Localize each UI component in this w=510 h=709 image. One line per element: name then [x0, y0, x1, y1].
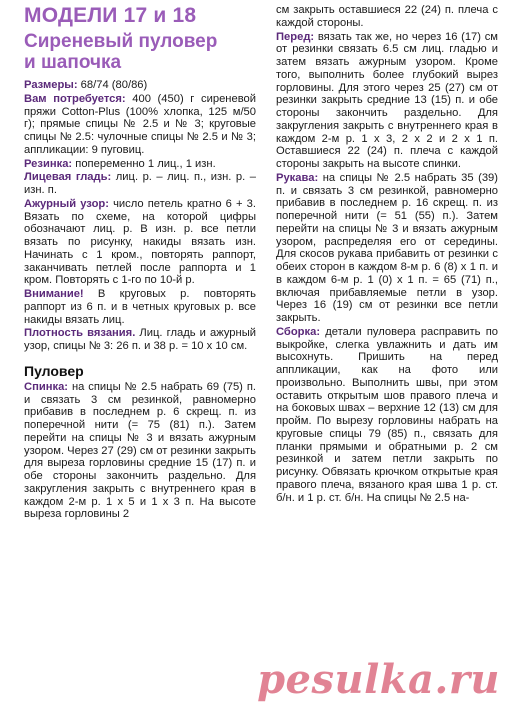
subtitle-line-1: Сиреневый пуловер	[24, 31, 218, 52]
materials-text: 400 (450) г сиреневой пряжи Cotton-Plus (100% хлопка, 125 м/50 г); прямые спицы № 2.5 и № 3; круговые спицы № 2.5: чулочные спицы № 2.5 и № 3; аппликации: 9 пуговиц.	[24, 92, 256, 156]
subtitle-line-2: и шапочка	[24, 52, 122, 73]
lace-paragraph	[24, 198, 256, 287]
lace-label: Ажурный узор:	[24, 197, 109, 210]
materials-label: Вам потребуется:	[24, 92, 126, 105]
back-paragraph	[24, 381, 256, 521]
rib-paragraph	[24, 158, 256, 171]
density-text: Лиц. гладь и ажурный узор, спицы № 3: 26 п. и 38 р. = 10 х 10 см.	[24, 327, 256, 352]
page-subtitle	[24, 31, 256, 73]
rib-text: попеременно 1 лиц., 1 изн.	[72, 157, 216, 170]
front-text: вязать так же, но через 16 (17) см от резинки связать 6.5 см лиц. гладью и затем вязать ажурным узором. Кроме того, выполнить более глубокий вырез горловины. Для этого через 25 (27) см от резинки закрыть средние 13 (15) п. и обе стороны закончить раздельно. Для закругления закрыть с внутреннего края в каждом 2-м р. 1 х 3, 2 х 2 и 2 х 1 п. Оставшиеся 22 (24) п. плеча с каждой стороны закрыть на высоте спинки.	[276, 30, 498, 170]
stockinette-text: лиц. р. – лиц. п., изн. р. – изн. п.	[24, 171, 256, 196]
attention-label: Внимание!	[24, 288, 84, 300]
assembly-text: детали пуловера расправить по выкройке, слегка увлажнить и дать им высохнуть. Пришить на перед аппликации, как на фото или произвольно. Выполнить швы, при этом оставить открытым шов правого плеча и на боковых швах – верхние 12 (13) см для пройм. По вырезу горловины набрать на круговые спицы 79 (85) п., связать для планки прямыми и обратными р. 2 см резинкой и затем петли закрыть по рисунку. Обвязать крючком открытые края правого плеча, вязаного края шва 1 р. ст. б/н. и 1 р. ст. б/н. На спицы № 2.5 на-	[276, 325, 498, 504]
front-paragraph	[276, 31, 498, 171]
page-title: МОДЕЛИ 17 и 18	[24, 4, 197, 27]
site-watermark: pesulka.ru	[257, 656, 500, 703]
right-column	[276, 4, 498, 505]
sleeves-label: Рукава:	[276, 171, 319, 184]
back-label: Спинка:	[24, 380, 69, 393]
density-paragraph	[24, 327, 256, 353]
sleeves-paragraph	[276, 172, 498, 325]
sizes-text: 68/74 (80/86)	[77, 79, 148, 91]
attention-paragraph	[24, 288, 256, 326]
density-label: Плотность вязания.	[24, 327, 136, 340]
pullover-heading: Пуловер	[24, 362, 84, 379]
attention-text: В круговых р. повторять раппорт из 6 п. и в четных круговых р. все накиды вязать лиц.	[24, 288, 256, 326]
rib-label: Резинка:	[24, 157, 73, 170]
sizes-paragraph	[24, 79, 256, 92]
stockinette-label: Лицевая гладь:	[24, 171, 112, 184]
left-column	[24, 4, 256, 522]
assembly-paragraph	[276, 326, 498, 505]
back-text: на спицы № 2.5 набрать 69 (75) п. и связать 3 см резинкой, равномерно прибавив в последнем р. 6 скрещ. п. из поперечной нити (= 75 (81) п.). Затем перейти на спицы № 3 и вязать ажурным узором. Через 27 (29) см от резинки закрыть для выреза горловины средние 15 (17) п. и обе стороны закончить раздельно. Для закругления закрыть с внутреннего края в каждом 2-м р. 1 х 5 и 1 х 3 п. На высоте выреза горловины 2	[24, 380, 256, 521]
stockinette-paragraph	[24, 171, 256, 197]
back-continued-paragraph	[276, 4, 498, 30]
assembly-label: Сборка:	[276, 325, 321, 338]
sizes-label: Размеры:	[24, 79, 78, 91]
back-continued-text: см закрыть оставшиеся 22 (24) п. плеча с каждой стороны.	[276, 4, 498, 29]
sleeves-text: на спицы № 2.5 набрать 35 (39) п. и связать 3 см резинкой, равномерно прибавив в последнем р. 16 скрещ. п. из поперечной нити (= 51 (55) п.). Затем перейти на спицы № 3 и вязать ажурным узором, распределяя его от середины. Для скосов рукава прибавить от резинки с обеих сторон в каждом 8-м р. 6 (8) х 1 п. и в каждом 6-м р. 1 (0) х 1 п. = 65 (71) п., включая прибавляемые петли в узор. Через 16 (19) см от резинки все петли закрыть.	[276, 171, 498, 324]
front-label: Перед:	[276, 30, 315, 43]
materials-paragraph	[24, 93, 256, 157]
lace-text: число петель кратно 6 + 3. Вязать по схеме, на которой цифры обозначают лиц. р. В изн. р. все петли вязать по рисунку, накиды вязать изн. Начинать с 1 кром., повторять раппорт, заканчивать петлей после раппорта и 1 кром. Повторять с 1-го по 10-й р.	[24, 197, 256, 287]
